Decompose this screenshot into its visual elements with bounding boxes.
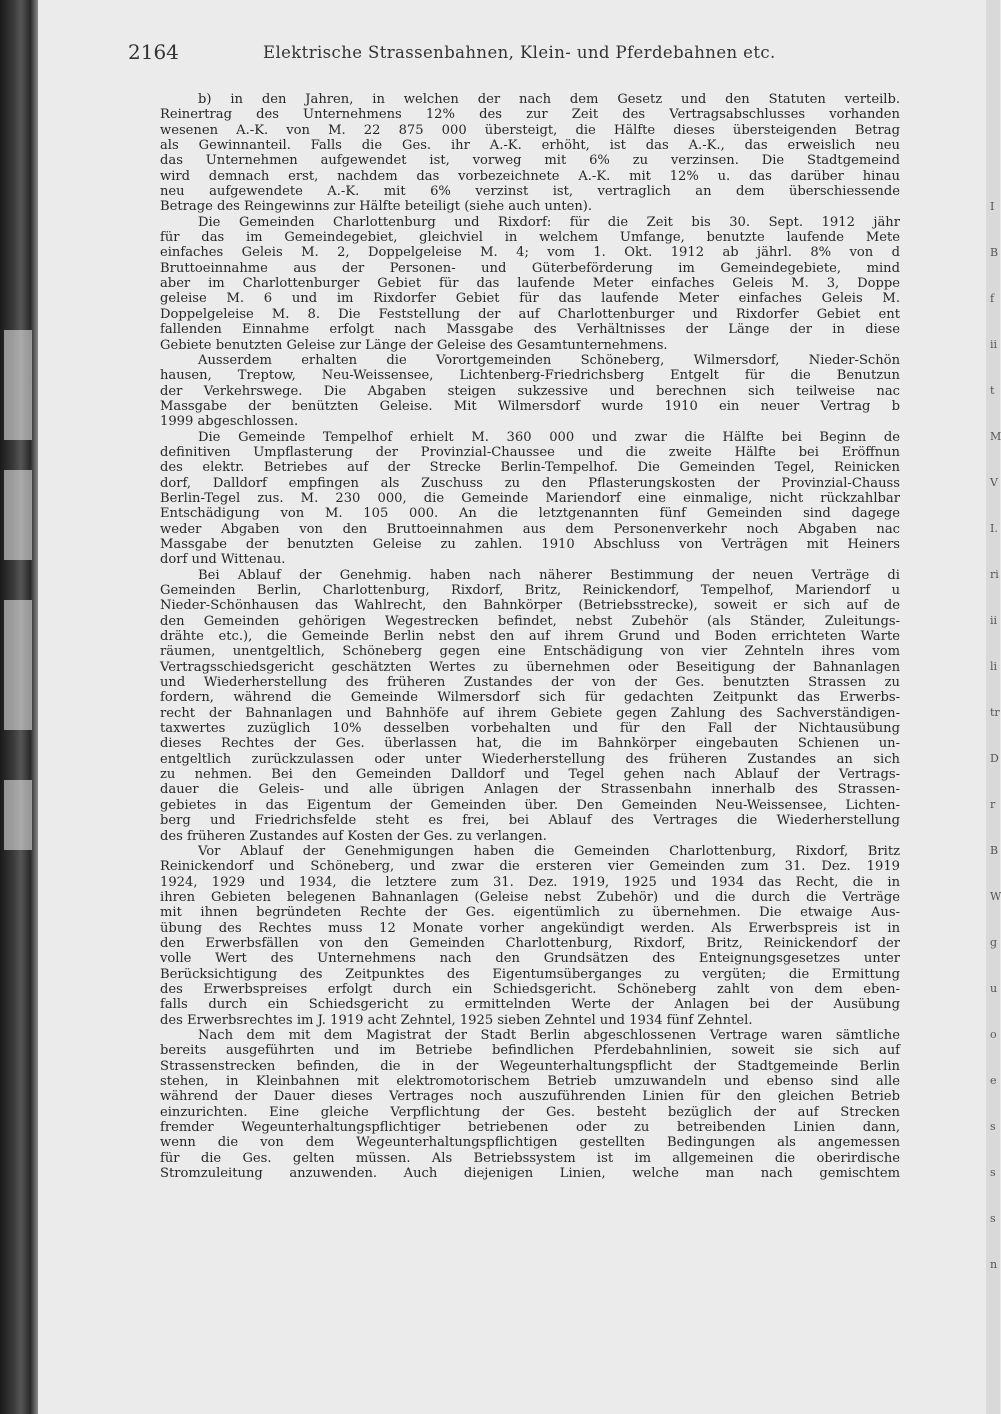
text-line: übung des Rechtes muss 12 Monate vorher angekündigt werden. Als Erwerbspreis ist in [160, 920, 900, 936]
text-line: Gebiete benutzten Geleise zur Länge der Geleise des Gesamtunternehmens. [160, 337, 668, 353]
text-line: fallenden Einnahme erfolgt nach Massgabe des Verhältnisses der Länge der in diese [160, 322, 900, 338]
adjacent-page-glyph: e [990, 1074, 997, 1087]
text-line: fordern, während die Gemeinde Wilmersdorf sich für gedachten Zeitpunkt das Erwerbs- [160, 690, 900, 706]
binding-stamp-mark [4, 330, 32, 440]
document-body [160, 92, 900, 1181]
text-line: dieses Rechtes der Ges. überlassen hat, die im Bahnkörper eingebauten Schienen un- [160, 736, 900, 752]
page-header [128, 40, 888, 70]
text-line: berg und Friedrichsfelde steht es frei, bei Ablauf des Vertrages die Wiederherstellung [160, 813, 900, 829]
text-line: des Erwerbspreises erfolgt durch ein Schiedsgericht. Schöneberg zahlt von dem eben- [160, 981, 900, 997]
running-title: Elektrische Strassenbahnen, Klein- und Pferdebahnen etc. [263, 43, 776, 62]
adjacent-page-glyph: s [990, 1166, 996, 1179]
text-line: des früheren Zustandes auf Kosten der Ges. zu verlangen. [160, 828, 547, 844]
text-line: bereits ausgeführten und im Betriebe befindlichen Pferdebahnlinien, soweit sie sich auf [160, 1043, 900, 1059]
text-line: Nach dem mit dem Magistrat der Stadt Berlin abgeschlossenen Vertrage waren sämtliche [198, 1027, 900, 1043]
text-line: definitiven Umpflasterung der Provinzial-Chaussee und die zweite Hälfte bei Eröffnun [160, 444, 900, 460]
text-line: dorf und Wittenau. [160, 552, 286, 568]
text-line: b) in den Jahren, in welchen der nach dem Gesetz und den Statuten verteilb. [198, 92, 900, 107]
adjacent-page-glyph: g [990, 936, 998, 949]
text-line: Die Gemeinde Tempelhof erhielt M. 360 000 und zwar die Hälfte bei Beginn de [198, 429, 900, 445]
adjacent-page-glyph: li [990, 660, 998, 673]
text-line: wird demnach erst, nachdem das vorbezeichnete A.-K. mit 12% u. das darüber hinau [160, 168, 900, 184]
adjacent-page-glyph: o [990, 1028, 997, 1041]
text-line: einzurichten. Eine gleiche Verpflichtung der Ges. besteht bezüglich der auf Strecken [160, 1104, 900, 1120]
text-line: Vertragsschiedsgericht geschätzten Wertes zu übernehmen oder Beseitigung der Bahnanlagen [160, 659, 900, 675]
adjacent-page-glyph: tr [990, 706, 1000, 719]
text-line: des elektr. Betriebes auf der Strecke Berlin-Tempelhof. Die Gemeinden Tegel, Reinicken [160, 460, 900, 476]
binding-stamp-mark [4, 600, 32, 730]
adjacent-page-glyph: B [990, 844, 999, 857]
adjacent-page-glyph: s [990, 1212, 996, 1225]
page-number: 2164 [128, 40, 179, 64]
text-line: Bruttoeinnahme aus der Personen- und Güterbeförderung im Gemeindegebiete, mind [160, 260, 900, 276]
adjacent-page-glyph: I. [990, 522, 998, 535]
text-line: während der Dauer dieses Vertrages noch auszuführenden Linien für den gleichen Betrieb [160, 1089, 900, 1105]
text-line: wesenen A.-K. von M. 22 875 000 übersteigt, die Hälfte dieses übersteigenden Betrag [160, 122, 900, 138]
text-line: räumen, unentgeltlich, Schöneberg gegen eine Entschädigung von vier Zehnteln ihres vom [160, 644, 900, 660]
adjacent-page-glyph: D [990, 752, 999, 765]
text-line: der Verkehrswege. Die Abgaben steigen sukzessive und berechnen sich teilweise nac [160, 383, 900, 399]
text-line: stehen, in Kleinbahnen mit elektromotorischem Betrieb umzuwandeln und ebenso sind alle [160, 1074, 900, 1089]
adjacent-page-glyph: V [990, 476, 998, 489]
text-line: das Unternehmen aufgewendet ist, vorweg mit 6% zu verzinsen. Die Stadtgemeind [160, 153, 900, 169]
text-line: 1999 abgeschlossen. [160, 414, 299, 430]
adjacent-page-glyph: M [990, 430, 1001, 443]
text-line: Reinickendorf und Schöneberg, und zwar die ersteren vier Gemeinden zum 31. Dez. 1919 [160, 859, 900, 875]
text-line: Nieder-Schönhausen das Wahlrecht, den Bahnkörper (Betriebsstrecke), soweit er sich auf de [160, 598, 900, 614]
binding-stamp-mark [4, 780, 32, 850]
text-line: Doppelgeleise M. 8. Die Feststellung der auf Charlottenburger und Rixdorfer Gebiet ent [160, 306, 900, 322]
text-line: fremder Wegeunterhaltungspflichtiger betriebenen oder zu betreibenden Linien dann, [160, 1120, 900, 1136]
text-line: 1924, 1929 und 1934, die letztere zum 31. Dez. 1919, 1925 und 1934 das Recht, die in [160, 874, 900, 890]
text-line: Berlin-Tegel zus. M. 230 000, die Gemeinde Mariendorf eine einmalige, nicht rückzahlbar [160, 490, 900, 506]
text-line: Betrage des Reingewinns zur Hälfte beteiligt (siehe auch unten). [160, 199, 593, 215]
adjacent-page-glyph: W [990, 890, 1001, 903]
text-line: geleise M. 6 und im Rixdorfer Gebiet für das laufende Meter einfaches Geleis M. [160, 291, 900, 307]
text-line: Vor Ablauf der Genehmigungen haben die Gemeinden Charlottenburg, Rixdorf, Britz [198, 843, 900, 859]
text-line: zu nehmen. Bei den Gemeinden Dalldorf und Tegel gehen nach Ablauf der Vertrags- [160, 767, 900, 783]
text-line: recht der Bahnanlagen und Bahnhöfe auf ihrem Gebiete gegen Zahlung des Sachverständigen- [160, 705, 900, 721]
text-line: einfaches Geleis M. 2, Doppelgeleise M. 4; vom 1. Okt. 1912 ab jährl. 8% von d [160, 245, 900, 261]
adjacent-page-glyph: B [990, 246, 999, 259]
adjacent-page-glyph: ii [990, 338, 998, 351]
text-line: Bei Ablauf der Genehmig. haben nach näherer Bestimmung der neuen Verträge di [198, 567, 900, 583]
text-line: Entschädigung von M. 105 000. An die letztgenannten fünf Gemeinden sind dagege [160, 506, 900, 522]
text-line: Reinertrag des Unternehmens 12% des zur Zeit des Vertragsabschlusses vorhanden [160, 107, 900, 123]
text-line: für das im Gemeindegebiet, gleichviel in welchem Umfange, benutzte laufende Mete [160, 230, 900, 246]
text-line: entgeltlich zurückzulassen oder unter Wiederherstellung des früheren Zustandes an sich [160, 751, 900, 767]
text-line: Strassenstrecken befinden, die in der Wegeunterhaltungspflicht der Stadtgemeinde Berlin [160, 1058, 900, 1074]
text-line: und Wiederherstellung des früheren Zustandes der von der Ges. benutzten Strassen zu [160, 675, 900, 691]
adjacent-page-glyph: f [990, 292, 995, 305]
text-line: taxwertes zuzüglich 10% desselben vorbehalten und für den Fall der Nichtausübung [160, 721, 900, 737]
text-line: wenn die von dem Wegeunterhaltungspflichtigen gestellten Bedingungen als angemessen [160, 1135, 900, 1151]
adjacent-page-glyph: s [990, 1120, 996, 1133]
text-line: als Gewinnanteil. Falls die Ges. ihr A.-K. erhöht, ist das A.-K., das erweislich neu [160, 138, 900, 154]
text-line: ihren Gebieten belegenen Bahnanlagen (Geleise nebst Zubehör) und die durch die Verträge [160, 889, 900, 905]
scanned-binding-edge [0, 0, 38, 1414]
text-line: Massgabe der benutzten Geleise zu zahlen. 1910 Abschluss von Verträgen mit Heiners [160, 536, 900, 552]
text-line: des Erwerbsrechtes im J. 1919 acht Zehntel, 1925 sieben Zehntel und 1934 fünf Zehntel. [160, 1012, 753, 1028]
text-line: weder Abgaben von den Bruttoeinnahmen aus dem Personenverkehr noch Abgaben nac [160, 521, 900, 537]
text-line: aber im Charlottenburger Gebiet für das laufende Meter einfaches Geleis M. 3, Doppe [160, 276, 900, 292]
text-line: dorf, Dalldorf empfingen als Zuschuss zu den Pflasterungskosten der Provinzial-Chauss [160, 475, 900, 491]
text-line: gebietes in das Eigentum der Gemeinden über. Den Gemeinden Neu-Weissensee, Lichten- [160, 797, 900, 813]
adjacent-page-glyph: ri [990, 568, 999, 581]
adjacent-page-edge [986, 0, 1000, 1414]
adjacent-page-glyph: n [990, 1258, 998, 1271]
text-line: drähte etc.), die Gemeinde Berlin nebst den auf ihrem Grund und Boden errichteten Warte [160, 629, 900, 645]
text-line: volle Wert des Unternehmens nach den Grundsätzen des Enteignungsgesetzes unter [160, 951, 900, 967]
text-line: falls durch ein Schiedsgericht zu ermittelnden Werte der Anlagen bei der Ausübung [160, 997, 900, 1013]
text-line: Ausserdem erhalten die Vorortgemeinden Schöneberg, Wilmersdorf, Nieder-Schön [198, 352, 900, 368]
text-line: hausen, Treptow, Neu-Weissensee, Lichtenberg-Friedrichsberg Entgelt für die Benutzun [160, 368, 900, 384]
text-line: mit ihnen begründeten Rechte der Ges. eigentümlich zu übernehmen. Die etwaige Aus- [160, 905, 900, 921]
text-line: Gemeinden Berlin, Charlottenburg, Rixdorf, Britz, Reinickendorf, Tempelhof, Mariendorf u [160, 583, 900, 598]
text-line: Massgabe der benützten Geleise. Mit Wilmersdorf wurde 1910 ein neuer Vertrag b [160, 398, 900, 414]
text-line: für die Ges. gelten müssen. Als Betriebssystem ist im allgemeinen die oberirdische [160, 1150, 900, 1166]
text-line: dauer die Geleis- und alle übrigen Anlagen der Strassenbahn innerhalb des Strassen- [160, 782, 900, 798]
text-line: den Gemeinden gehörigen Wegestrecken befindet, nebst Zubehör (als Ständer, Zuleitungs- [160, 613, 900, 629]
adjacent-page-glyph: ii [990, 614, 998, 627]
text-line: neu aufgewendete A.-K. mit 6% verzinst ist, vertraglich an dem überschiessende [160, 184, 900, 200]
adjacent-page-glyph: r [990, 798, 996, 811]
binding-stamp-mark [4, 470, 32, 560]
text-line: Stromzuleitung anzuwenden. Auch diejenigen Linien, welche man nach gemischtem [160, 1166, 900, 1182]
adjacent-page-glyph: u [990, 982, 998, 995]
adjacent-page-glyph: t [990, 384, 995, 397]
text-line: Die Gemeinden Charlottenburg und Rixdorf: für die Zeit bis 30. Sept. 1912 jähr [198, 214, 900, 230]
text-line: Berücksichtigung des Zeitpunktes des Eigentumsüberganges zu vergüten; die Ermittung [160, 966, 900, 982]
text-line: den Erwerbsfällen von den Gemeinden Charlottenburg, Rixdorf, Britz, Reinickendorf der [160, 935, 900, 951]
adjacent-page-glyph: I [990, 200, 995, 213]
